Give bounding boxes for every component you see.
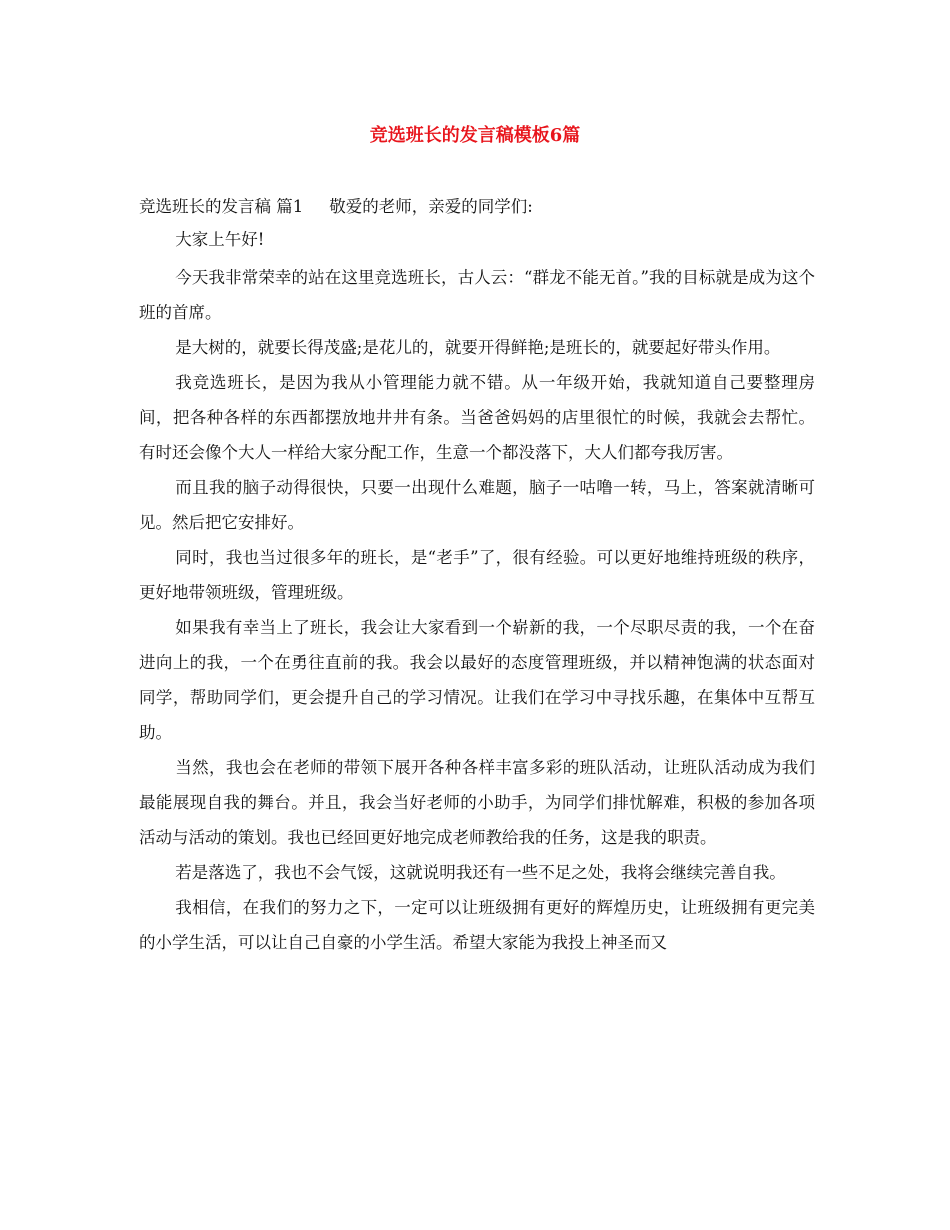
paragraph: 今天我非常荣幸的站在这里竞选班长，古人云：“群龙不能无首。”我的目标就是成为这个班的首席。: [139, 268, 815, 322]
paragraph: 我竞选班长，是因为我从小管理能力就不错。从一年级开始，我就知道自己要整理房间，把各种各样的东西都摆放地井井有条。当爸爸妈妈的店里很忙的时候，我就会去帮忙。有时还会像个大人一样给大家分配工作，生意一个都没落下，大人们都夸我厉害。: [139, 373, 815, 462]
paragraph: 是大树的，就要长得茂盛;是花儿的，就要开得鲜艳;是班长的，就要起好带头作用。: [175, 338, 781, 357]
paragraph: 而且我的脑子动得很快，只要一出现什么难题，脑子一咕噜一转，马上，答案就清晰可见。然后把它安排好。: [139, 478, 815, 532]
paragraph: 我相信，在我们的努力之下，一定可以让班级拥有更好的辉煌历史，让班级拥有更完美的小学生活，可以让自己自豪的小学生活。希望大家能为我投上神圣而又: [139, 898, 815, 952]
paragraph: 同时，我也当过很多年的班长，是“老手”了，很有经验。可以更好地维持班级的秩序，更好地带领班级，管理班级。: [139, 548, 815, 602]
section-heading: [139, 193, 815, 221]
document-title: 竞选班长的发言稿模板6篇: [369, 125, 581, 146]
paragraph: 若是落选了，我也不会气馁，这就说明我还有一些不足之处，我将会继续完善自我。: [175, 863, 786, 882]
section-label: 竞选班长的发言稿 篇1: [139, 197, 304, 216]
salutation: 敬爱的老师，亲爱的同学们:: [329, 197, 533, 216]
document-body: [139, 193, 815, 960]
paragraph: 大家上午好!: [175, 230, 265, 249]
paragraph: 当然，我也会在老师的带领下展开各种各样丰富多彩的班队活动，让班队活动成为我们最能展现自我的舞台。并且，我会当好老师的小助手，为同学们排忧解难，积极的参加各项活动与活动的策划。我也已经回更好地完成老师教给我的任务，这是我的职责。: [139, 758, 815, 847]
paragraph: 如果我有幸当上了班长，我会让大家看到一个崭新的我，一个尽职尽责的我，一个在奋进向上的我，一个在勇往直前的我。我会以最好的态度管理班级，并以精神饱满的状态面对同学，帮助同学们，更会提升自己的学习情况。让我们在学习中寻找乐趣，在集体中互帮互助。: [139, 618, 815, 742]
